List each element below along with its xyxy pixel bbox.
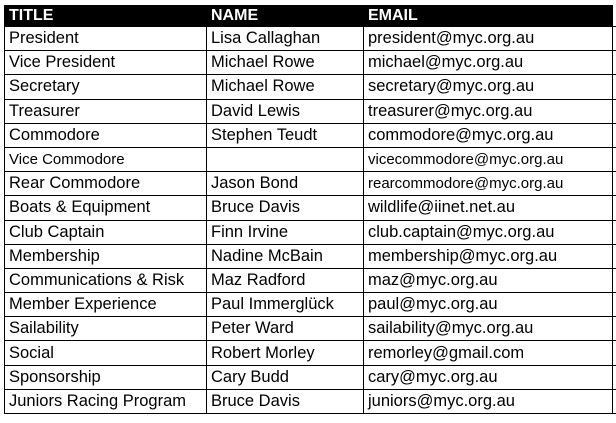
cell-stub (613, 172, 616, 196)
committee-contacts-table (4, 5, 616, 414)
cell-stub (613, 365, 616, 389)
cell-name: Bruce Davis (207, 196, 364, 220)
table-row (5, 123, 616, 147)
cell-email[interactable]: membership@myc.org.au (364, 244, 613, 268)
cell-stub (613, 196, 616, 220)
contacts-table-wrapper (4, 5, 616, 414)
table-row (5, 147, 616, 171)
header-stub (613, 6, 616, 27)
cell-stub (613, 389, 616, 413)
cell-name: Bruce Davis (207, 389, 364, 413)
table-row (5, 51, 616, 75)
header-row (5, 6, 616, 27)
cell-email[interactable]: treasurer@myc.org.au (364, 99, 613, 123)
cell-title: Boats & Equipment (5, 196, 207, 220)
cell-stub (613, 123, 616, 147)
cell-name: Michael Rowe (207, 75, 364, 99)
table-row (5, 341, 616, 365)
table-row (5, 75, 616, 99)
table-row (5, 196, 616, 220)
table-row (5, 172, 616, 196)
cell-email[interactable]: commodore@myc.org.au (364, 123, 613, 147)
cell-email[interactable]: secretary@myc.org.au (364, 75, 613, 99)
cell-email[interactable]: sailability@myc.org.au (364, 317, 613, 341)
table-row (5, 389, 616, 413)
cell-email[interactable]: cary@myc.org.au (364, 365, 613, 389)
cell-name: Robert Morley (207, 341, 364, 365)
cell-title: Sponsorship (5, 365, 207, 389)
cell-stub (613, 244, 616, 268)
cell-name (207, 147, 364, 171)
cell-email[interactable]: president@myc.org.au (364, 27, 613, 51)
cell-title: Member Experience (5, 293, 207, 317)
header-title: TITLE (5, 6, 207, 27)
cell-email[interactable]: maz@myc.org.au (364, 268, 613, 292)
cell-name: Peter Ward (207, 317, 364, 341)
cell-name: Jason Bond (207, 172, 364, 196)
cell-title: Social (5, 341, 207, 365)
cell-stub (613, 220, 616, 244)
cell-name: Nadine McBain (207, 244, 364, 268)
table-row (5, 244, 616, 268)
cell-email[interactable]: paul@myc.org.au (364, 293, 613, 317)
cell-name: Stephen Teudt (207, 123, 364, 147)
cell-title: Rear Commodore (5, 172, 207, 196)
table-row (5, 268, 616, 292)
table-row (5, 365, 616, 389)
cell-title: Secretary (5, 75, 207, 99)
cell-name: David Lewis (207, 99, 364, 123)
header-email: EMAIL (364, 6, 613, 27)
table-row (5, 27, 616, 51)
table-row (5, 99, 616, 123)
cell-stub (613, 317, 616, 341)
cell-stub (613, 99, 616, 123)
cell-title: Vice Commodore (5, 147, 207, 171)
cell-stub (613, 147, 616, 171)
cell-stub (613, 268, 616, 292)
cell-name: Maz Radford (207, 268, 364, 292)
cell-title: Club Captain (5, 220, 207, 244)
cell-title: Juniors Racing Program (5, 389, 207, 413)
cell-email[interactable]: club.captain@myc.org.au (364, 220, 613, 244)
cell-title: Vice President (5, 51, 207, 75)
table-row (5, 293, 616, 317)
cell-stub (613, 341, 616, 365)
cell-name: Lisa Callaghan (207, 27, 364, 51)
cell-email[interactable]: wildlife@iinet.net.au (364, 196, 613, 220)
cell-email[interactable]: juniors@myc.org.au (364, 389, 613, 413)
header-name: NAME (207, 6, 364, 27)
cell-email[interactable]: remorley@gmail.com (364, 341, 613, 365)
cell-stub (613, 75, 616, 99)
cell-title: Commodore (5, 123, 207, 147)
cell-stub (613, 51, 616, 75)
cell-title: Sailability (5, 317, 207, 341)
cell-email[interactable]: rearcommodore@myc.org.au (364, 172, 613, 196)
cell-email[interactable]: vicecommodore@myc.org.au (364, 147, 613, 171)
cell-title: Communications & Risk (5, 268, 207, 292)
table-row (5, 220, 616, 244)
cell-title: Treasurer (5, 99, 207, 123)
cell-name: Michael Rowe (207, 51, 364, 75)
cell-title: Membership (5, 244, 207, 268)
cell-title: President (5, 27, 207, 51)
cell-name: Cary Budd (207, 365, 364, 389)
table-body (5, 27, 616, 414)
cell-name: Paul Immerglück (207, 293, 364, 317)
cell-stub (613, 293, 616, 317)
cell-email[interactable]: michael@myc.org.au (364, 51, 613, 75)
table-row (5, 317, 616, 341)
cell-name: Finn Irvine (207, 220, 364, 244)
cell-stub (613, 27, 616, 51)
